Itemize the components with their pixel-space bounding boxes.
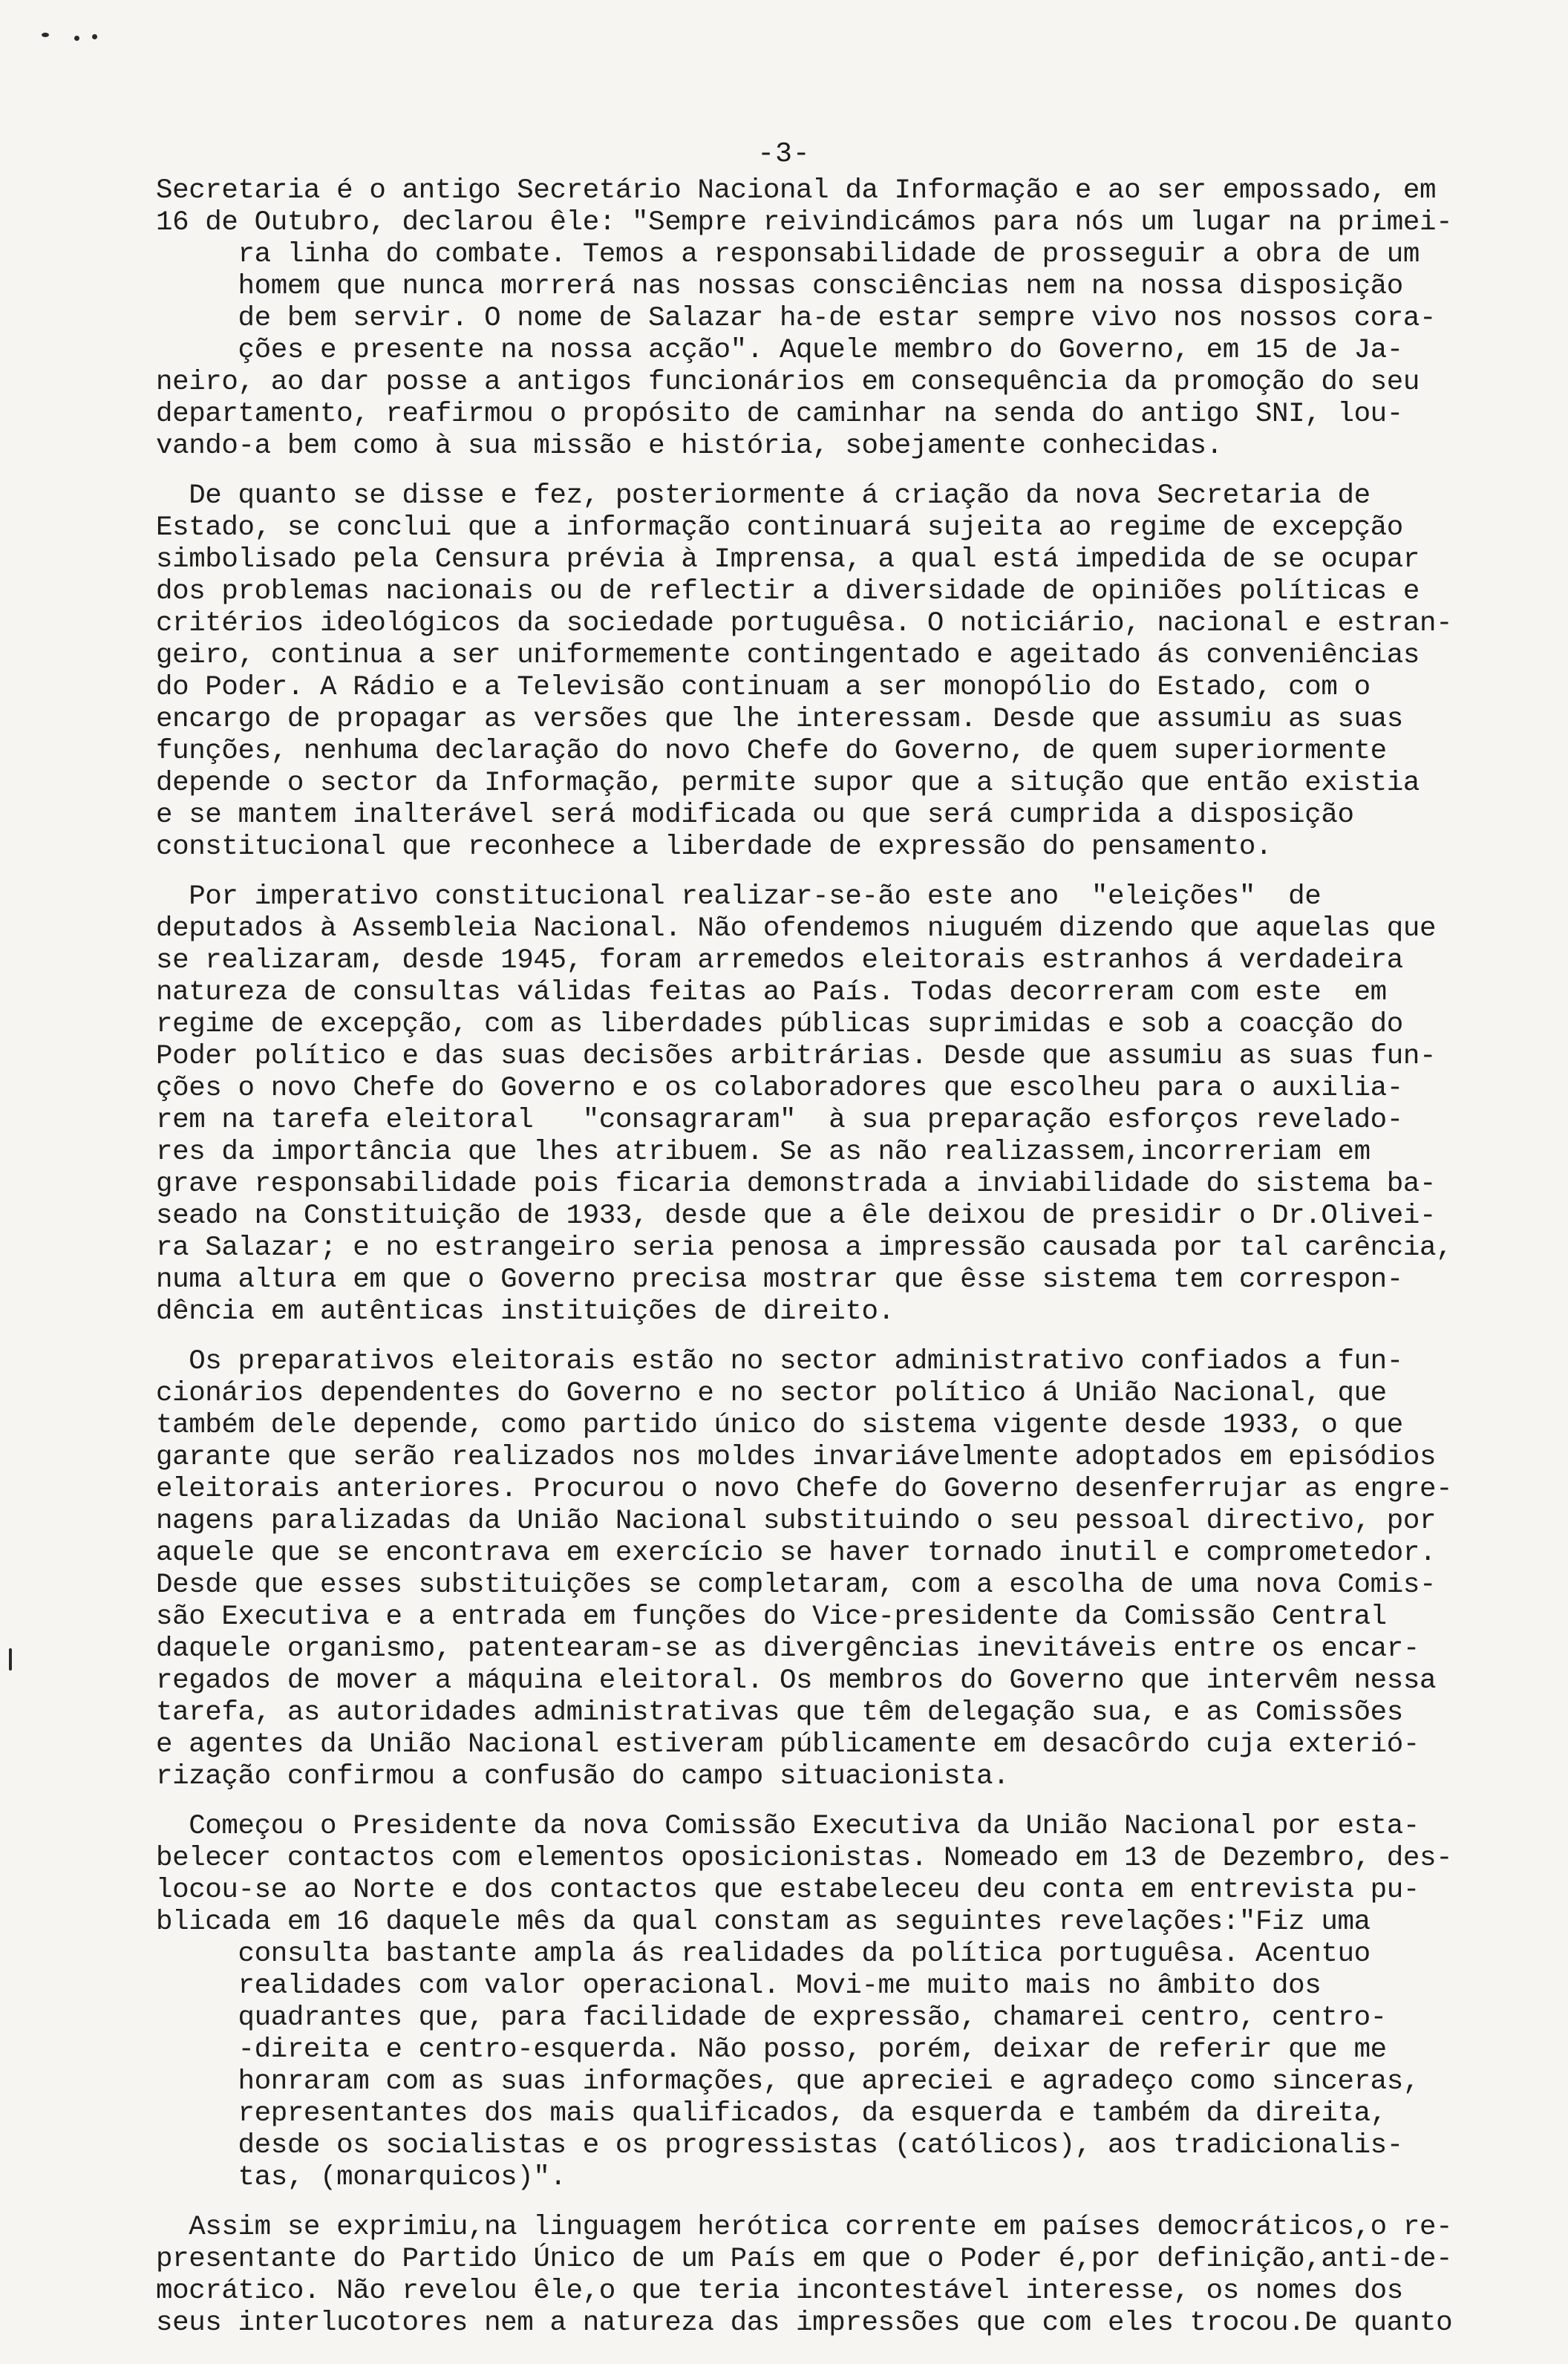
text-line: quadrantes que, para facilidade de expressão, chamarei centro, centro-: [156, 2002, 1387, 2034]
text-line: tarefa, as autoridades administrativas que têm delegação sua, e as Comissões: [156, 1697, 1403, 1728]
text-line: Começou o Presidente da nova Comissão Executiva da União Nacional por esta-: [156, 1811, 1420, 1842]
text-line: Os preparativos eleitorais estão no sector administrativo confiados a fun-: [156, 1346, 1403, 1377]
page-number: -3-: [757, 138, 811, 170]
text-line: simbolisado pela Censura prévia à Imprensa, a qual está impedida de se ocupar: [156, 544, 1420, 575]
text-line: e agentes da União Nacional estiveram públicamente em desacôrdo cuja exterió-: [156, 1729, 1420, 1760]
text-line: ra linha do combate. Temos a responsabilidade de prosseguir a obra de um: [156, 239, 1420, 270]
text-line: blicada em 16 daquele mês da qual constam as seguintes revelações:"Fiz uma: [156, 1907, 1371, 1938]
text-line: mocrático. Não revelou êle,o que teria incontestável interesse, os nomes dos: [156, 2276, 1403, 2307]
text-line: -direita e centro-esquerda. Não posso, porém, deixar de referir que me: [156, 2034, 1387, 2066]
text-line: e se mantem inalterável será modificada ou que será cumprida a disposição: [156, 800, 1354, 831]
text-line: Estado, se conclui que a informação continuará sujeita ao regime de excepção: [156, 512, 1403, 543]
text-line: Desde que esses substituições se completaram, com a escolha de uma nova Comis-: [156, 1570, 1437, 1601]
text-line: daquele organismo, patentearam-se as divergências inevitáveis entre os encar-: [156, 1633, 1420, 1665]
text-line: se realizaram, desde 1945, foram arremedos eleitorais estranhos á verdadeira: [156, 945, 1403, 976]
text-line: regados de mover a máquina eleitoral. Os membros do Governo que intervêm nessa: [156, 1665, 1437, 1697]
paragraph: [156, 881, 1544, 1328]
text-line: geiro, continua a ser uniformemente contingentado e ageitado ás conveniências: [156, 640, 1420, 671]
text-line: natureza de consultas válidas feitas ao País. Todas decorreram com este em: [156, 977, 1387, 1008]
paragraph: [156, 1811, 1544, 2194]
text-line: Por imperativo constitucional realizar-se-ão este ano "eleições" de: [156, 881, 1322, 912]
text-line: constitucional que reconhece a liberdade de expressão do pensamento.: [156, 832, 1273, 863]
paragraph: [156, 480, 1544, 863]
text-line: belecer contactos com elementos oposicionistas. Nomeado em 13 de Dezembro, des-: [156, 1843, 1453, 1874]
paragraph: [156, 1346, 1544, 1793]
text-line: funções, nenhuma declaração do novo Chefe do Governo, de quem superiormente: [156, 736, 1387, 767]
text-line: rização confirmou a confusão do campo situacionista.: [156, 1761, 1010, 1792]
text-line: depende o sector da Informação, permite supor que a situção que então existia: [156, 768, 1420, 799]
text-line: dos problemas nacionais ou de reflectir a diversidade de opiniões políticas e: [156, 576, 1420, 607]
text-line: vando-a bem como à sua missão e história, sobejamente conhecidas.: [156, 431, 1223, 462]
text-line: Assim se exprimiu,na linguagem herótica corrente em países democráticos,o re-: [156, 2212, 1453, 2243]
text-line: de bem servir. O nome de Salazar ha-de estar sempre vivo nos nossos cora-: [156, 303, 1437, 334]
text-line: eleitorais anteriores. Procurou o novo Chefe do Governo desenferrujar as engre-: [156, 1474, 1453, 1505]
text-line: deputados à Assembleia Nacional. Não ofendemos niuguém dizendo que aquelas que: [156, 913, 1437, 944]
text-line: são Executiva e a entrada em funções do Vice-presidente da Comissão Central: [156, 1601, 1387, 1633]
text-line: desde os socialistas e os progressistas (católicos), aos tradicionalis-: [156, 2130, 1403, 2161]
text-line: Secretaria é o antigo Secretário Nacional da Informação e ao ser empossado, em: [156, 175, 1437, 206]
text-line: critérios ideológicos da sociedade portuguêsa. O noticiário, nacional e estran-: [156, 608, 1453, 639]
text-line: numa altura em que o Governo precisa mostrar que êsse sistema tem correspon-: [156, 1264, 1403, 1296]
text-line: presentante do Partido Único de um País em que o Poder é,por definição,anti-de-: [156, 2244, 1453, 2275]
text-line: tas, (monarquicos)".: [156, 2162, 566, 2193]
text-line: res da importância que lhes atribuem. Se as não realizassem,incorreriam em: [156, 1137, 1371, 1168]
text-line: também dele depende, como partido único do sistema vigente desde 1933, o que: [156, 1410, 1403, 1441]
text-line: ções e presente na nossa acção". Aquele membro do Governo, em 15 de Ja-: [156, 335, 1403, 366]
text-line: homem que nunca morrerá nas nossas consciências nem na nossa disposição: [156, 271, 1403, 302]
text-line: De quanto se disse e fez, posteriormente á criação da nova Secretaria de: [156, 480, 1371, 512]
text-line: seus interlucotores nem a natureza das impressões que com eles trocou.De quanto: [156, 2308, 1453, 2339]
text-line: ra Salazar; e no estrangeiro seria penosa a impressão causada por tal carência,: [156, 1232, 1453, 1264]
text-line: garante que serão realizados nos moldes invariávelmente adoptados em episódios: [156, 1442, 1437, 1473]
text-line: departamento, reafirmou o propósito de caminhar na senda do antigo SNI, lou-: [156, 399, 1403, 430]
text-line: consulta bastante ampla ás realidades da política portuguêsa. Acentuo: [156, 1939, 1371, 1970]
text-line: cionários dependentes do Governo e no sector político á União Nacional, que: [156, 1378, 1387, 1409]
paragraph: [156, 2212, 1544, 2339]
text-line: neiro, ao dar posse a antigos funcionários em consequência da promoção do seu: [156, 367, 1420, 398]
text-line: encargo de propagar as versões que lhe interessam. Desde que assumiu as suas: [156, 704, 1403, 735]
text-line: realidades com valor operacional. Movi-me muito mais no âmbito dos: [156, 1970, 1322, 2002]
document-body: [156, 175, 1544, 2357]
text-line: Poder político e das suas decisões arbitrárias. Desde que assumiu as suas fun-: [156, 1041, 1437, 1072]
text-line: honraram com as suas informações, que apreciei e agradeço como sinceras,: [156, 2066, 1420, 2097]
text-line: dência em autênticas instituições de direito.: [156, 1296, 895, 1328]
text-line: seado na Constituição de 1933, desde que a êle deixou de presidir o Dr.Olivei-: [156, 1201, 1437, 1232]
text-line: locou-se ao Norte e dos contactos que estabeleceu deu conta em entrevista pu-: [156, 1875, 1420, 1906]
text-line: rem na tarefa eleitoral "consagraram" à sua preparação esforços revelado-: [156, 1105, 1403, 1136]
text-line: nagens paralizadas da União Nacional substituindo o seu pessoal directivo, por: [156, 1506, 1437, 1537]
text-line: regime de excepção, com as liberdades públicas suprimidas e sob a coacção do: [156, 1009, 1403, 1040]
text-line: do Poder. A Rádio e a Televisão continuam a ser monopólio do Estado, com o: [156, 672, 1371, 703]
text-line: aquele que se encontrava em exercício se haver tornado inutil e comprometedor.: [156, 1538, 1437, 1569]
text-line: representantes dos mais qualificados, da esquerda e também da direita,: [156, 2098, 1387, 2129]
text-line: 16 de Outubro, declarou êle: "Sempre reivindicámos para nós um lugar na primei-: [156, 207, 1453, 238]
text-line: ções o novo Chefe do Governo e os colaboradores que escolheu para o auxilia-: [156, 1073, 1403, 1104]
paragraph: [156, 175, 1544, 463]
text-line: grave responsabilidade pois ficaria demonstrada a inviabilidade do sistema ba-: [156, 1169, 1437, 1200]
